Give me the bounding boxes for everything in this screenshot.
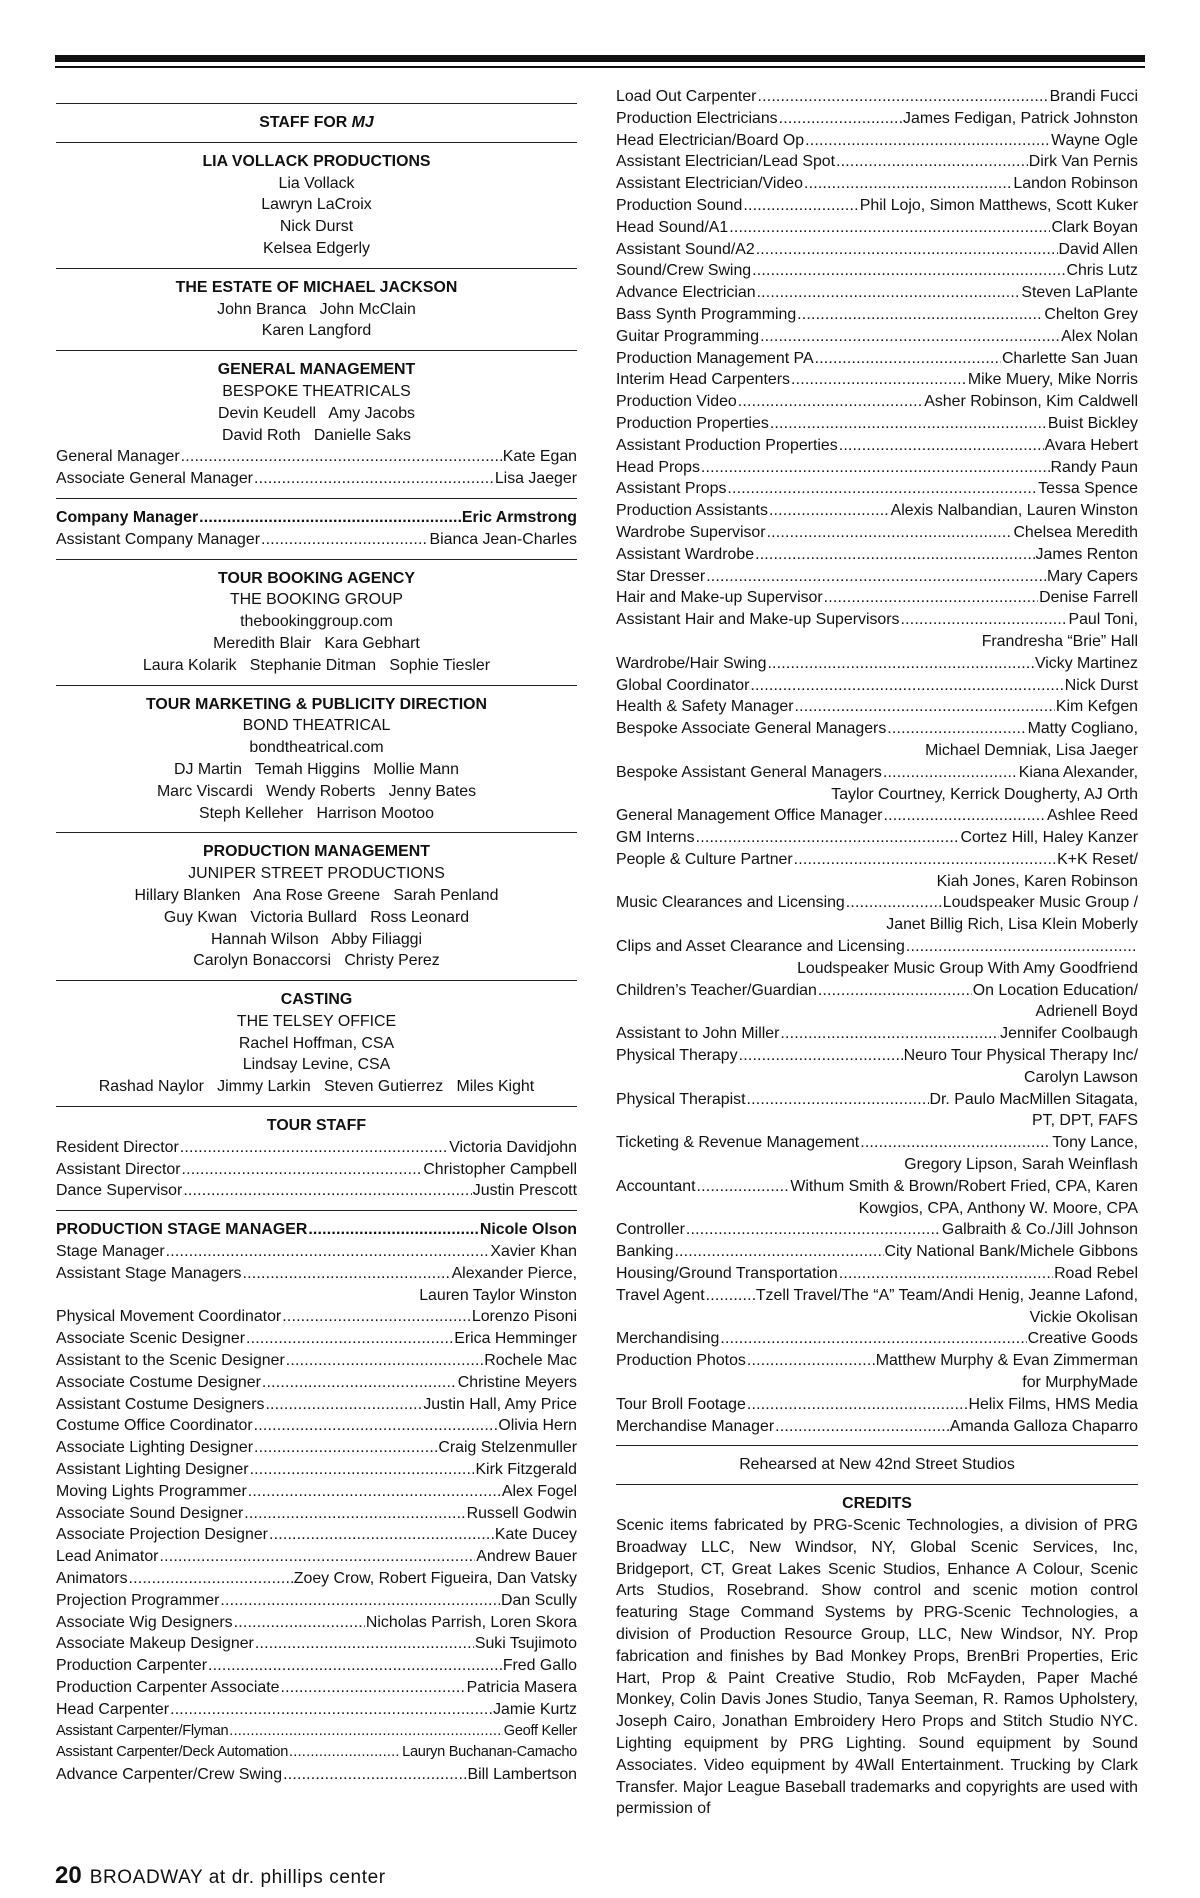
credit-row: Tour Broll Footage ..... Helix Films, HMS Media [616, 1394, 1138, 1416]
company-name: THE BOOKING GROUP [229, 591, 404, 609]
credit-row: Children’s Teacher/Guardian ..... On Location Education/ [616, 980, 1138, 1002]
credit-row: Star Dresser ..... Mary Capers [616, 566, 1138, 588]
credit-row: Animators ..... Zoey Crow, Robert Figueira, Dan Vatsky [56, 1568, 577, 1590]
top-rule-thin [55, 66, 1145, 68]
credit-continuation: Vickie Okolisan [1029, 1308, 1138, 1326]
credit-row: Assistant to the Scenic Designer ..... Rochele Mac [56, 1350, 577, 1372]
section-lia-vollack [56, 151, 577, 260]
credit-continuation: Taylor Courtney, Kerrick Dougherty, AJ Orth [831, 785, 1138, 803]
credit-row: Production Properties ..... Buist Bickley [616, 413, 1138, 435]
credit-row: Associate Lighting Designer ..... Craig Stelzenmuller [56, 1437, 577, 1459]
section-tour-staff [56, 1115, 577, 1202]
credit-row: Health & Safety Manager ..... Kim Kefgen [616, 696, 1138, 718]
credit-row: Company Manager ..... Eric Armstrong [56, 507, 577, 529]
divider [56, 559, 577, 560]
credit-row: Ticketing & Revenue Management ..... Tony Lance, [616, 1132, 1138, 1154]
credit-row: Production Video ..... Asher Robinson, Kim Caldwell [616, 391, 1138, 413]
divider [56, 142, 577, 143]
staff-names: Devin Keudell Amy Jacobs [218, 404, 415, 422]
divider [56, 498, 577, 499]
credit-row: Head Carpenter ..... Jamie Kurtz [56, 1699, 577, 1721]
staff-name: Rachel Hoffman, CSA [238, 1034, 395, 1052]
top-rule [55, 55, 1145, 62]
credit-row: General Manager ..... Kate Egan [56, 446, 577, 468]
staff-names: David Roth Danielle Saks [221, 426, 411, 444]
staff-names: Guy Kwan Victoria Bullard Ross Leonard [163, 908, 470, 926]
staff-names: Hillary Blanken Ana Rose Greene Sarah Penland [134, 886, 499, 904]
credit-row: Global Coordinator ..... Nick Durst [616, 675, 1138, 697]
credit-row: Moving Lights Programmer ..... Alex Fogel [56, 1481, 577, 1503]
divider [56, 1210, 577, 1211]
divider [56, 103, 577, 104]
credit-row: Bass Synth Programming ..... Chelton Grey [616, 304, 1138, 326]
credit-row: Wardrobe Supervisor ..... Chelsea Meredith [616, 522, 1138, 544]
staff-names: Carolyn Bonaccorsi Christy Perez [193, 952, 440, 970]
divider [56, 1106, 577, 1107]
staff-names: Karen Langford [261, 322, 372, 340]
credit-continuation: Lauren Taylor Winston [419, 1286, 577, 1304]
credit-row: Assistant Production Properties ..... Avara Hebert [616, 435, 1138, 457]
credit-row: General Management Office Manager ..... Ashlee Reed [616, 805, 1138, 827]
credit-row: Production Electricians ..... James Fedigan, Patrick Johnston [616, 108, 1138, 130]
staff-name: Lindsay Levine, CSA [242, 1056, 391, 1074]
credit-row: Clips and Asset Clearance and Licensing ..... [616, 936, 1138, 958]
credit-row: People & Culture Partner ..... K+K Reset/ [616, 849, 1138, 871]
credit-continuation: PT, DPT, FAFS [1032, 1112, 1138, 1130]
credit-row: Wardrobe/Hair Swing ..... Vicky Martinez [616, 653, 1138, 675]
staff-names: Laura Kolarik Stephanie Ditman Sophie Tiesler [142, 656, 491, 674]
credit-row: Assistant Stage Managers ..... Alexander Pierce, [56, 1263, 577, 1285]
website: thebookinggroup.com [240, 613, 393, 631]
section-title: TOUR MARKETING & PUBLICITY DIRECTION [145, 695, 488, 713]
credit-row: Head Electrician/Board Op ..... Wayne Ogle [616, 130, 1138, 152]
staff-name: Lia Vollack [278, 174, 355, 192]
publication-name: BROADWAY at dr. phillips center [89, 1867, 386, 1888]
credit-row: Production Photos ..... Matthew Murphy & Evan Zimmerman [616, 1350, 1138, 1372]
credit-row: Advance Carpenter/Crew Swing ..... Bill Lambertson [56, 1764, 577, 1786]
credit-row: Head Props ..... Randy Paun [616, 457, 1138, 479]
credit-row: Assistant Wardrobe ..... James Renton [616, 544, 1138, 566]
credit-row: Bespoke Associate General Managers ..... Matty Cogliano, [616, 718, 1138, 740]
staff-names: Hannah Wilson Abby Filiaggi [210, 930, 423, 948]
credits-paragraph: Scenic items fabricated by PRG-Scenic Technologies, a division of PRG Broadway LLC, New Windsor, NY, Global Scenic Services, Inc, Bridgeport, CT, Great Lakes Scenic Studios, Enhance A Colour, Scenic Arts Studios, Rosebrand. Show control and scenic motion control featuring Stage Command Systems by PRG-Scenic Technologies, a division of Production Resource Group, LLC, New Windsor, NY. Prop fabrication and finishes by Bad Monkey Props, BrenBri Properties, Eric Hart, Prop & Paint Creative Studio, Rob McFayden, Paper Maché Monkey, Colin Davis Jones Studio, Tanya Seeman, R. Ramos Upholstery, Joseph Cairo, Jonathan Embroidery Hero Props and Stitch Studio NYC. Lighting equipment by PRG Lighting. Sound equipment by Sound Associates. Video equipment by 4Wall Entertainment. Trucking by Clark Transfer. Major League Baseball trademarks and copyrights are used with permission of [616, 1517, 1138, 1818]
credit-continuation: Frandresha “Brie” Hall [981, 632, 1138, 650]
staff-name: Lawryn LaCroix [261, 196, 372, 214]
section-estate [56, 277, 577, 342]
credit-row: Banking ..... City National Bank/Michele Gibbons [616, 1241, 1138, 1263]
credit-row: Assistant to John Miller ..... Jennifer Coolbaugh [616, 1023, 1138, 1045]
section-title: TOUR BOOKING AGENCY [218, 569, 415, 587]
credit-row: Hair and Make-up Supervisor ..... Denise Farrell [616, 587, 1138, 609]
credits-title: CREDITS [842, 1495, 912, 1513]
credit-continuation: for MurphyMade [1022, 1374, 1138, 1392]
divider [616, 1445, 1138, 1446]
section-general-management [56, 359, 577, 490]
credit-row: Production Carpenter Associate ..... Patricia Masera [56, 1677, 577, 1699]
credit-row: Assistant Carpenter/Flyman ..... Geoff Keller [56, 1721, 577, 1743]
credit-row: Assistant Electrician/Lead Spot ..... Dirk Van Pernis [616, 151, 1138, 173]
staff-heading: STAFF FOR MJ [259, 114, 374, 131]
rehearsal-note: Rehearsed at New 42nd Street Studios [739, 1456, 1015, 1474]
staff-names: John Branca John McClain [217, 300, 416, 318]
credit-row: Guitar Programming ..... Alex Nolan [616, 326, 1138, 348]
credit-row: Advance Electrician ..... Steven LaPlante [616, 282, 1138, 304]
credit-row: Physical Therapist ..... Dr. Paulo MacMillen Sitagata, [616, 1089, 1138, 1111]
credit-row: Associate Costume Designer ..... Christine Meyers [56, 1372, 577, 1394]
credit-row: Assistant Hair and Make-up Supervisors ..... Paul Toni, [616, 609, 1138, 631]
company-name: THE TELSEY OFFICE [236, 1012, 397, 1030]
credit-row: PRODUCTION STAGE MANAGER ..... Nicole Olson [56, 1219, 577, 1241]
divider [56, 268, 577, 269]
section-title: GENERAL MANAGEMENT [217, 361, 416, 379]
company-name: JUNIPER STREET PRODUCTIONS [188, 865, 445, 883]
page-number: 20 [55, 1862, 82, 1889]
credit-row: Bespoke Assistant General Managers ..... Kiana Alexander, [616, 762, 1138, 784]
staff-names: Marc Viscardi Wendy Roberts Jenny Bates [156, 782, 477, 800]
section-title: CASTING [280, 991, 353, 1009]
credit-row: Sound/Crew Swing ..... Chris Lutz [616, 260, 1138, 282]
credit-row: Production Management PA ..... Charlette San Juan [616, 348, 1138, 370]
section-title: LIA VOLLACK PRODUCTIONS [202, 152, 431, 170]
section-company-management [56, 507, 577, 551]
credit-row: Interim Head Carpenters ..... Mike Muery, Mike Norris [616, 369, 1138, 391]
credit-row: Load Out Carpenter ..... Brandi Fucci [616, 86, 1138, 108]
credit-row: Associate Makeup Designer ..... Suki Tsujimoto [56, 1633, 577, 1655]
credit-continuation: Janet Billig Rich, Lisa Klein Moberly [886, 916, 1138, 934]
credit-row: Production Sound ..... Phil Lojo, Simon Matthews, Scott Kuker [616, 195, 1138, 217]
credit-row: Accountant ..... Withum Smith & Brown/Robert Fried, CPA, Karen [616, 1176, 1138, 1198]
section-tour-marketing [56, 694, 577, 825]
credit-continuation: Michael Demniak, Lisa Jaeger [925, 741, 1138, 759]
credit-row: Associate Projection Designer ..... Kate Ducey [56, 1524, 577, 1546]
credit-row: Assistant Sound/A2 ..... David Allen [616, 239, 1138, 261]
credit-row: Assistant Props ..... Tessa Spence [616, 478, 1138, 500]
credit-row: Physical Therapy ..... Neuro Tour Physical Therapy Inc/ [616, 1045, 1138, 1067]
section-production-management [56, 841, 577, 972]
credit-row: Music Clearances and Licensing ..... Loudspeaker Music Group / [616, 892, 1138, 914]
credit-row: Assistant Lighting Designer ..... Kirk Fitzgerald [56, 1459, 577, 1481]
divider [56, 832, 577, 833]
credit-row: Physical Movement Coordinator ..... Lorenzo Pisoni [56, 1306, 577, 1328]
credit-row: Assistant Costume Designers ..... Justin Hall, Amy Price [56, 1394, 577, 1416]
credit-row: Merchandise Manager ..... Amanda Galloza Chaparro [616, 1416, 1138, 1438]
credit-row: Costume Office Coordinator ..... Olivia Hern [56, 1415, 577, 1437]
credit-row: Head Sound/A1 ..... Clark Boyan [616, 217, 1138, 239]
page-footer [55, 1862, 386, 1890]
credit-row: Production Assistants ..... Alexis Nalbandian, Lauren Winston [616, 500, 1138, 522]
credit-row: Housing/Ground Transportation ..... Road Rebel [616, 1263, 1138, 1285]
right-column [616, 86, 1138, 1820]
credit-row: Assistant Director ..... Christopher Campbell [56, 1159, 577, 1181]
credit-continuation: Kowgios, CPA, Anthony W. Moore, CPA [858, 1199, 1138, 1217]
credit-row: Assistant Company Manager ..... Bianca Jean-Charles [56, 529, 577, 551]
credit-continuation: Kiah Jones, Karen Robinson [936, 872, 1138, 890]
credit-row: Associate Scenic Designer ..... Erica Hemminger [56, 1328, 577, 1350]
section-title: PRODUCTION MANAGEMENT [203, 843, 430, 861]
credit-row: Merchandising ..... Creative Goods [616, 1328, 1138, 1350]
credit-row: Stage Manager ..... Xavier Khan [56, 1241, 577, 1263]
credit-row: Assistant Electrician/Video ..... Landon Robinson [616, 173, 1138, 195]
divider [56, 980, 577, 981]
staff-names: Meredith Blair Kara Gebhart [213, 634, 420, 652]
section-stage-management [56, 1219, 577, 1786]
credit-row: Assistant Carpenter/Deck Automation ..... Lauryn Buchanan-Camacho [56, 1742, 577, 1764]
credit-row: Travel Agent ..... Tzell Travel/The “A” Team/Andi Henig, Jeanne Lafond, [616, 1285, 1138, 1307]
website: bondtheatrical.com [249, 739, 384, 757]
section-tour-booking [56, 568, 577, 677]
staff-names: Steph Kelleher Harrison Mootoo [199, 804, 434, 822]
company-name: BESPOKE THEATRICALS [222, 382, 411, 400]
credit-row: Dance Supervisor ..... Justin Prescott [56, 1180, 577, 1202]
credit-row: Associate Wig Designers ..... Nicholas Parrish, Loren Skora [56, 1612, 577, 1634]
credit-continuation: Gregory Lipson, Sarah Weinflash [904, 1156, 1138, 1174]
section-title: THE ESTATE OF MICHAEL JACKSON [175, 278, 458, 296]
staff-name: Nick Durst [279, 218, 354, 236]
credit-row: Associate General Manager ..... Lisa Jaeger [56, 468, 577, 490]
staff-names: Rashad Naylor Jimmy Larkin Steven Gutierrez Miles Kight [98, 1078, 535, 1096]
credit-row: Projection Programmer ..... Dan Scully [56, 1590, 577, 1612]
credit-row: Production Carpenter ..... Fred Gallo [56, 1655, 577, 1677]
credit-continuation: Adrienell Boyd [1035, 1003, 1138, 1021]
credit-row: Resident Director ..... Victoria Davidjohn [56, 1137, 577, 1159]
divider [616, 1484, 1138, 1485]
section-title: TOUR STAFF [266, 1117, 367, 1135]
left-column [56, 95, 577, 1786]
company-name: BOND THEATRICAL [242, 717, 391, 735]
divider [56, 350, 577, 351]
credit-row: Controller ..... Galbraith & Co./Jill Johnson [616, 1219, 1138, 1241]
staff-name: Kelsea Edgerly [263, 239, 370, 257]
staff-names: DJ Martin Temah Higgins Mollie Mann [174, 760, 459, 778]
section-crew-credits [616, 86, 1138, 1437]
credit-continuation: Loudspeaker Music Group With Amy Goodfriend [797, 959, 1138, 977]
credit-row: Lead Animator ..... Andrew Bauer [56, 1546, 577, 1568]
credit-row: Associate Sound Designer ..... Russell Godwin [56, 1503, 577, 1525]
credit-row: GM Interns ..... Cortez Hill, Haley Kanzer [616, 827, 1138, 849]
section-casting [56, 989, 577, 1098]
divider [56, 685, 577, 686]
credit-continuation: Carolyn Lawson [1024, 1068, 1138, 1086]
